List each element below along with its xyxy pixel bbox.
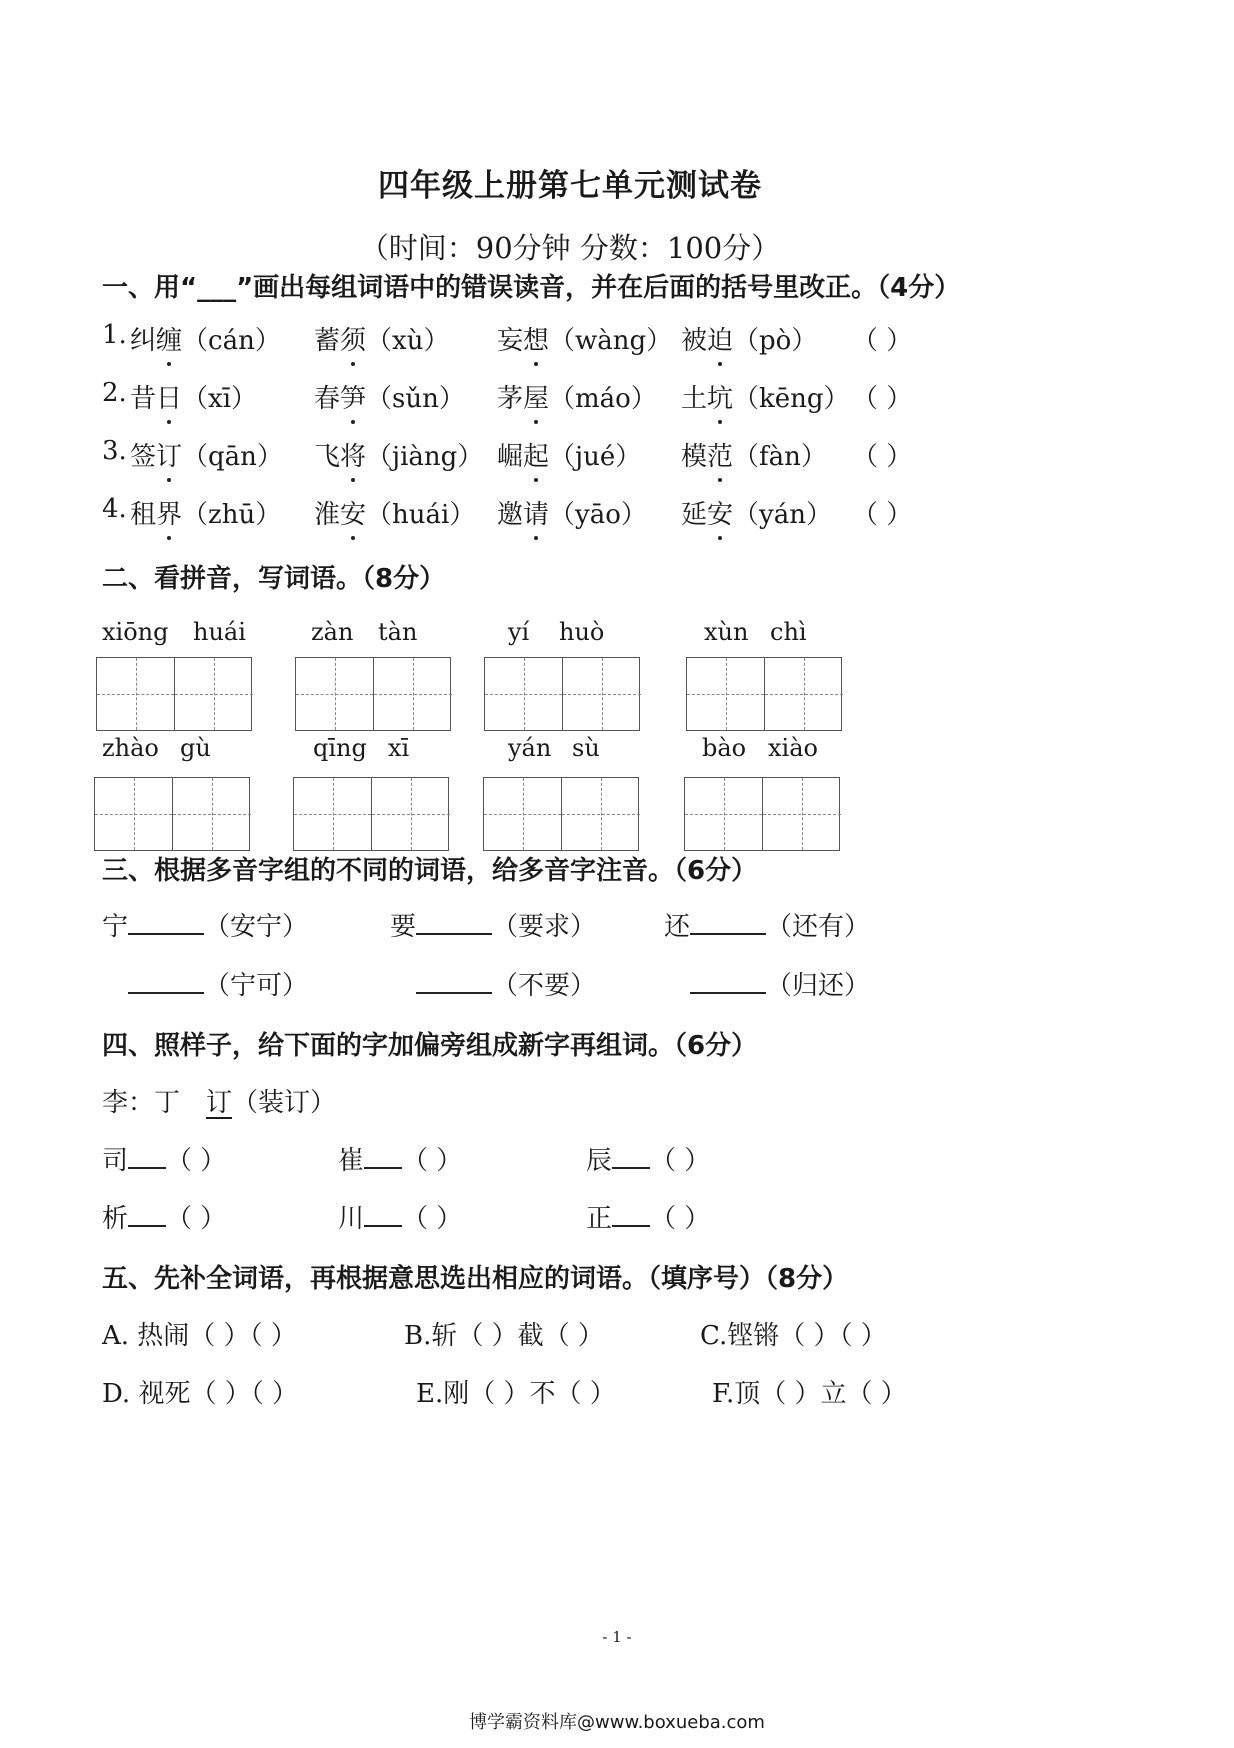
cell-guide-horizontal bbox=[374, 694, 452, 695]
polyphone-char: 要 bbox=[390, 912, 417, 942]
writing-grid[interactable] bbox=[686, 657, 842, 731]
word-pinyin: （xī） bbox=[182, 384, 258, 414]
word-pinyin: （máo） bbox=[549, 384, 657, 414]
writing-grid[interactable] bbox=[295, 657, 451, 731]
word-item bbox=[497, 320, 672, 357]
base-char: 川 bbox=[338, 1204, 365, 1234]
grid-cell[interactable] bbox=[97, 658, 175, 730]
grid-cell[interactable] bbox=[372, 778, 450, 850]
pinyin-syllable: yán bbox=[508, 734, 552, 762]
polyphone-word: （不要） bbox=[492, 971, 597, 1001]
grid-cell[interactable] bbox=[175, 658, 253, 730]
polyphone-word: （还有） bbox=[766, 912, 871, 942]
polyphone-word: （宁可） bbox=[204, 971, 309, 1001]
cell-guide-horizontal bbox=[563, 694, 641, 695]
word-char-dotted: 将 bbox=[340, 436, 366, 473]
grid-cell[interactable] bbox=[294, 778, 372, 850]
cell-guide-horizontal bbox=[687, 694, 764, 695]
grid-cell[interactable] bbox=[95, 778, 173, 850]
pinyin-syllable: xiōng bbox=[102, 618, 169, 646]
word-char: 模 bbox=[681, 442, 708, 472]
cell-guide-horizontal bbox=[765, 694, 843, 695]
word-char: 昔 bbox=[130, 384, 157, 414]
writing-grid[interactable] bbox=[94, 777, 250, 851]
word-item bbox=[681, 378, 850, 415]
idiom-item[interactable]: B.斩（ ）截（ ） bbox=[404, 1321, 604, 1351]
grid-cell[interactable] bbox=[173, 778, 251, 850]
word-pinyin: （yán） bbox=[733, 500, 832, 530]
word-char-dotted: 范 bbox=[707, 436, 733, 473]
word-char-dotted: 请 bbox=[523, 494, 549, 531]
word-item bbox=[130, 378, 257, 415]
page-number: - 1 - bbox=[602, 1628, 632, 1646]
writing-grid[interactable] bbox=[484, 657, 640, 731]
polyphone-word: （归还） bbox=[766, 971, 871, 1001]
word-item bbox=[497, 378, 657, 415]
grid-cell[interactable] bbox=[296, 658, 374, 730]
word-char-dotted: 日 bbox=[156, 378, 182, 415]
cell-guide-horizontal bbox=[175, 694, 253, 695]
section-3-heading: 三、根据多音字组的不同的词语，给多音字注音。（6分） bbox=[102, 856, 758, 886]
word-item bbox=[681, 494, 832, 531]
word-char-dotted: 起 bbox=[523, 436, 549, 473]
grid-cell[interactable] bbox=[484, 778, 562, 850]
pinyin-blank[interactable] bbox=[128, 933, 204, 935]
pinyin-syllable: huò bbox=[559, 618, 605, 646]
word-char: 延 bbox=[681, 500, 708, 530]
example-new-char: 订 bbox=[206, 1088, 233, 1118]
pinyin-blank[interactable] bbox=[690, 933, 766, 935]
new-char-blank[interactable] bbox=[128, 1167, 166, 1169]
section-4-heading: 四、照样子，给下面的字加偏旁组成新字再组词。（6分） bbox=[102, 1031, 758, 1061]
word-char-dotted: 坑 bbox=[707, 378, 733, 415]
cell-guide-horizontal bbox=[95, 814, 172, 815]
radical-item bbox=[338, 1198, 462, 1235]
cell-guide-horizontal bbox=[372, 814, 450, 815]
polyphone-item bbox=[102, 906, 308, 943]
pinyin-syllable: gù bbox=[180, 734, 211, 762]
writing-grid[interactable] bbox=[684, 777, 840, 851]
cell-guide-horizontal bbox=[685, 814, 762, 815]
cell-guide-horizontal bbox=[562, 814, 640, 815]
word-item bbox=[497, 494, 647, 531]
writing-grid[interactable] bbox=[293, 777, 449, 851]
word-paren[interactable]: （ ） bbox=[402, 1204, 463, 1234]
word-char-dotted: 迫 bbox=[707, 320, 733, 357]
exam-info: （时间：90分钟 分数：100分） bbox=[359, 231, 781, 265]
pinyin-blank[interactable] bbox=[128, 992, 204, 994]
word-char: 蓄 bbox=[314, 326, 341, 356]
word-char: 崛 bbox=[497, 442, 524, 472]
polyphone-char: 还 bbox=[664, 912, 691, 942]
base-char: 辰 bbox=[586, 1146, 613, 1176]
word-pinyin: （xù） bbox=[366, 326, 450, 356]
section-2-heading: 二、看拼音，写词语。（8分） bbox=[102, 564, 446, 594]
word-char-dotted: 缠 bbox=[156, 320, 182, 357]
word-char: 淮 bbox=[314, 500, 341, 530]
row-number: 1. bbox=[102, 320, 127, 350]
writing-grid[interactable] bbox=[483, 777, 639, 851]
pinyin-blank[interactable] bbox=[416, 933, 492, 935]
word-pinyin: （wàng） bbox=[549, 326, 673, 356]
word-item bbox=[130, 320, 281, 357]
cell-guide-horizontal bbox=[485, 694, 562, 695]
grid-cell[interactable] bbox=[562, 778, 640, 850]
section-4-example bbox=[102, 1082, 336, 1119]
word-item bbox=[314, 436, 483, 473]
word-paren[interactable]: （ ） bbox=[650, 1204, 711, 1234]
idiom-item[interactable]: A. 热闹（ ）（ ） bbox=[102, 1321, 297, 1351]
row-number: 4. bbox=[102, 494, 127, 524]
base-char: 司 bbox=[102, 1146, 129, 1176]
pinyin-syllable: xiào bbox=[768, 734, 818, 762]
word-pinyin: （yāo） bbox=[549, 500, 647, 530]
example-word: （装订） bbox=[232, 1088, 337, 1118]
word-pinyin: （cán） bbox=[182, 326, 281, 356]
pinyin-syllable: huái bbox=[193, 618, 246, 646]
new-char-blank[interactable] bbox=[612, 1167, 650, 1169]
polyphone-word: （安宁） bbox=[204, 912, 309, 942]
idiom-item[interactable]: D. 视死（ ）（ ） bbox=[102, 1379, 298, 1409]
answer-paren[interactable]: （ ） bbox=[852, 500, 913, 530]
writing-grid[interactable] bbox=[96, 657, 252, 731]
pinyin-syllable: xī bbox=[388, 734, 410, 762]
grid-cell[interactable] bbox=[765, 658, 843, 730]
word-char: 茅 bbox=[497, 384, 524, 414]
page-title: 四年级上册第七单元测试卷 bbox=[378, 168, 762, 204]
base-char: 析 bbox=[102, 1204, 129, 1234]
cell-guide-horizontal bbox=[763, 814, 841, 815]
idiom-item[interactable]: E.刚（ ）不（ ） bbox=[416, 1379, 616, 1409]
word-item bbox=[130, 436, 283, 473]
word-char: 纠 bbox=[130, 326, 157, 356]
word-pinyin: （kēng） bbox=[733, 384, 850, 414]
word-pinyin: （jué） bbox=[549, 442, 642, 472]
polyphone-word: （要求） bbox=[492, 912, 597, 942]
word-pinyin: （jiàng） bbox=[366, 442, 484, 472]
radical-item bbox=[102, 1140, 226, 1177]
cell-guide-horizontal bbox=[296, 694, 373, 695]
word-char: 妄 bbox=[497, 326, 524, 356]
word-char-dotted: 屋 bbox=[523, 378, 549, 415]
word-char: 被 bbox=[681, 326, 708, 356]
word-pinyin: （huái） bbox=[366, 500, 476, 530]
word-char-dotted: 订 bbox=[156, 436, 182, 473]
cell-guide-horizontal bbox=[484, 814, 561, 815]
polyphone-char: 宁 bbox=[102, 912, 129, 942]
base-char: 崔 bbox=[338, 1146, 365, 1176]
polyphone-item bbox=[690, 965, 870, 1002]
radical-item bbox=[338, 1140, 462, 1177]
word-item bbox=[314, 494, 475, 531]
word-paren[interactable]: （ ） bbox=[650, 1146, 711, 1176]
answer-paren[interactable]: （ ） bbox=[852, 326, 913, 356]
polyphone-item bbox=[128, 965, 308, 1002]
word-pinyin: （sǔn） bbox=[366, 384, 465, 414]
word-item bbox=[681, 320, 817, 357]
pinyin-syllable: yí bbox=[508, 618, 530, 646]
pinyin-syllable: sù bbox=[572, 734, 600, 762]
grid-cell[interactable] bbox=[685, 778, 763, 850]
word-pinyin: （fàn） bbox=[733, 442, 827, 472]
row-number: 2. bbox=[102, 378, 127, 408]
watermark-site: 博学霸资料库@www.boxueba.com bbox=[469, 1712, 765, 1733]
word-item bbox=[314, 320, 449, 357]
radical-item bbox=[586, 1140, 710, 1177]
grid-cell[interactable] bbox=[485, 658, 563, 730]
word-char-dotted: 须 bbox=[340, 320, 366, 357]
pinyin-blank[interactable] bbox=[416, 992, 492, 994]
section-5-heading: 五、先补全词语，再根据意思选出相应的词语。（填序号）（8分） bbox=[102, 1264, 849, 1294]
word-char-dotted: 想 bbox=[523, 320, 549, 357]
idiom-item[interactable]: F.顶（ ）立（ ） bbox=[712, 1379, 907, 1409]
grid-cell[interactable] bbox=[687, 658, 765, 730]
pinyin-syllable: chì bbox=[770, 618, 807, 646]
word-char: 土 bbox=[681, 384, 708, 414]
word-item bbox=[497, 436, 641, 473]
word-char: 飞 bbox=[314, 442, 341, 472]
polyphone-item bbox=[664, 906, 870, 943]
word-char: 租 bbox=[130, 500, 157, 530]
idiom-item[interactable]: C.铿锵（ ）（ ） bbox=[700, 1321, 887, 1351]
word-pinyin: （pò） bbox=[733, 326, 818, 356]
new-char-blank[interactable] bbox=[364, 1167, 402, 1169]
word-item bbox=[130, 494, 281, 531]
word-paren[interactable]: （ ） bbox=[166, 1146, 227, 1176]
polyphone-item bbox=[416, 965, 596, 1002]
grid-cell[interactable] bbox=[563, 658, 641, 730]
pinyin-syllable: qīng bbox=[313, 734, 367, 762]
pinyin-syllable: zhào bbox=[102, 734, 159, 762]
word-char-dotted: 笋 bbox=[340, 378, 366, 415]
cell-guide-horizontal bbox=[97, 694, 174, 695]
cell-guide-horizontal bbox=[173, 814, 251, 815]
word-char-dotted: 安 bbox=[707, 494, 733, 531]
answer-paren[interactable]: （ ） bbox=[852, 384, 913, 414]
word-paren[interactable]: （ ） bbox=[166, 1204, 227, 1234]
answer-paren[interactable]: （ ） bbox=[852, 442, 913, 472]
new-char-blank[interactable] bbox=[612, 1225, 650, 1227]
pinyin-syllable: bào bbox=[702, 734, 747, 762]
pinyin-syllable: zàn bbox=[311, 618, 354, 646]
word-char-dotted: 安 bbox=[340, 494, 366, 531]
pinyin-syllable: xùn bbox=[704, 618, 749, 646]
new-char-blank[interactable] bbox=[128, 1225, 166, 1227]
base-char: 正 bbox=[586, 1204, 613, 1234]
word-char: 签 bbox=[130, 442, 157, 472]
grid-cell[interactable] bbox=[374, 658, 452, 730]
polyphone-item bbox=[390, 906, 596, 943]
new-char-blank[interactable] bbox=[364, 1225, 402, 1227]
word-char-dotted: 界 bbox=[156, 494, 182, 531]
word-pinyin: （zhū） bbox=[182, 500, 282, 530]
grid-cell[interactable] bbox=[763, 778, 841, 850]
radical-item bbox=[586, 1198, 710, 1235]
section-1-heading: 一、用“___”画出每组词语中的错误读音，并在后面的括号里改正。（4分） bbox=[102, 273, 961, 303]
cell-guide-horizontal bbox=[294, 814, 371, 815]
word-pinyin: （qān） bbox=[182, 442, 283, 472]
word-char: 邀 bbox=[497, 500, 524, 530]
pinyin-syllable: tàn bbox=[378, 618, 418, 646]
word-paren[interactable]: （ ） bbox=[402, 1146, 463, 1176]
example-prefix: 李：丁 bbox=[102, 1088, 181, 1118]
radical-item bbox=[102, 1198, 226, 1235]
word-item bbox=[681, 436, 827, 473]
word-char: 春 bbox=[314, 384, 341, 414]
pinyin-blank[interactable] bbox=[690, 992, 766, 994]
word-item bbox=[314, 378, 465, 415]
row-number: 3. bbox=[102, 436, 127, 466]
